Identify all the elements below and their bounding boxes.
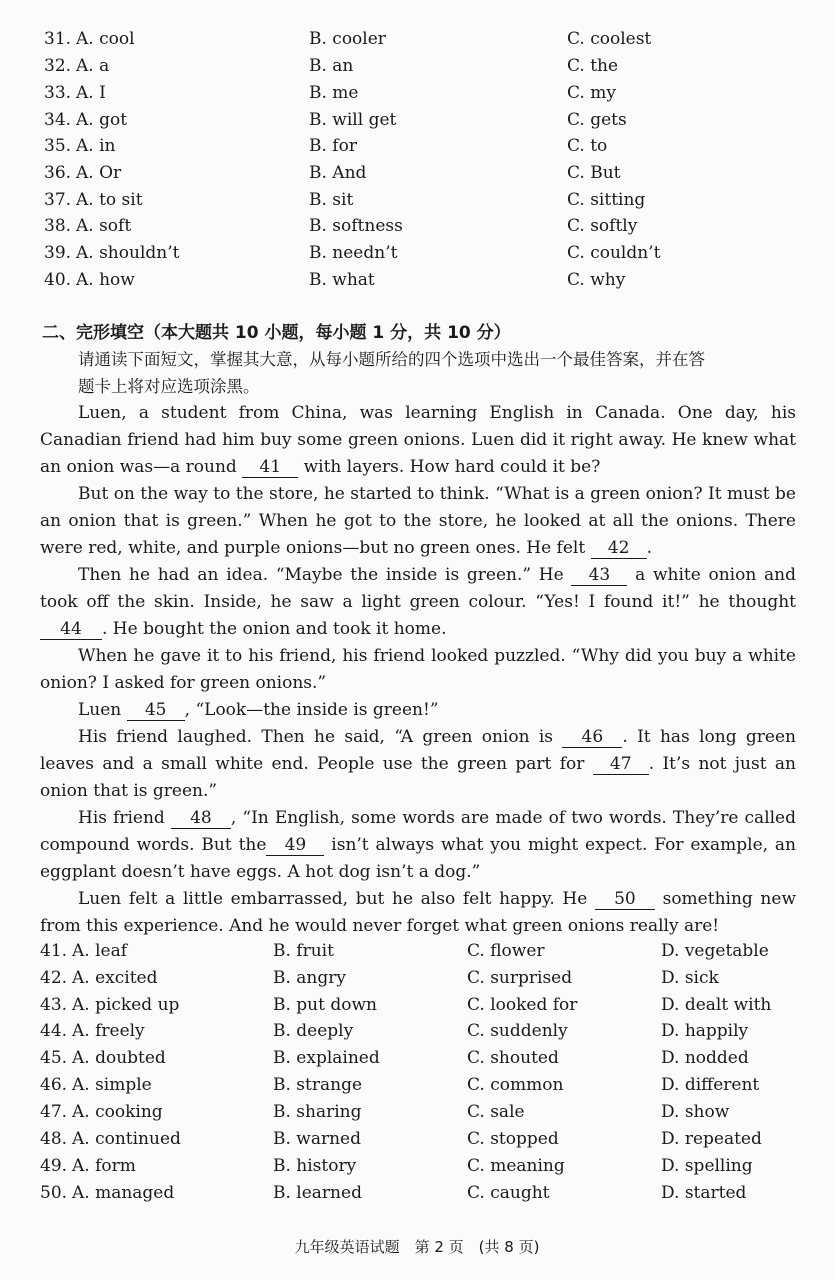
question-row bbox=[0, 29, 834, 56]
option-b: B. And bbox=[309, 163, 367, 183]
question-number: 36. bbox=[44, 163, 72, 183]
option-b: B. what bbox=[309, 270, 375, 290]
option-c: C. caught bbox=[467, 1183, 550, 1203]
passage-paragraph: When he gave it to his friend, his friend looked puzzled. “Why did you buy a white onion? I asked for green onions.” bbox=[40, 646, 796, 693]
question-row bbox=[0, 1129, 834, 1156]
blank-44: 44 bbox=[40, 619, 102, 640]
option-a: A. how bbox=[76, 270, 135, 290]
option-c: C. to bbox=[567, 136, 608, 156]
question-row bbox=[0, 190, 834, 217]
option-c: C. sitting bbox=[567, 190, 646, 210]
passage-paragraph: Luen felt a little embarrassed, but he also felt happy. He 50 something new from this experience. And he would never forget what green onions really are! bbox=[40, 889, 796, 936]
question-number: 32. bbox=[44, 56, 72, 76]
option-a: A. managed bbox=[72, 1183, 175, 1203]
question-number: 47. bbox=[40, 1102, 68, 1122]
question-number: 49. bbox=[40, 1156, 68, 1176]
option-c: C. my bbox=[567, 83, 616, 103]
question-number: 50. bbox=[40, 1183, 68, 1203]
option-b: B. learned bbox=[273, 1183, 362, 1203]
option-d: D. different bbox=[661, 1075, 760, 1095]
question-row bbox=[0, 243, 834, 270]
option-b: B. fruit bbox=[273, 941, 334, 961]
option-a: A. shouldn’t bbox=[76, 243, 180, 263]
question-number: 43. bbox=[40, 995, 68, 1015]
option-a: A. to sit bbox=[76, 190, 143, 210]
section-heading: 二、完形填空（本大题共 10 小题，每小题 1 分，共 10 分） bbox=[42, 323, 511, 343]
option-d: D. sick bbox=[661, 968, 719, 988]
option-c: C. surprised bbox=[467, 968, 573, 988]
question-row bbox=[0, 110, 834, 137]
question-number: 39. bbox=[44, 243, 72, 263]
option-d: D. repeated bbox=[661, 1129, 762, 1149]
question-row bbox=[0, 968, 834, 995]
option-a: A. leaf bbox=[72, 941, 128, 961]
option-b: B. sharing bbox=[273, 1102, 362, 1122]
question-number: 37. bbox=[44, 190, 72, 210]
option-d: D. vegetable bbox=[661, 941, 769, 961]
option-d: D. started bbox=[661, 1183, 747, 1203]
blank-45: 45 bbox=[127, 700, 185, 721]
question-row bbox=[0, 216, 834, 243]
option-b: B. will get bbox=[309, 110, 397, 130]
option-b: B. for bbox=[309, 136, 357, 156]
option-d: D. dealt with bbox=[661, 995, 772, 1015]
option-a: A. soft bbox=[76, 216, 132, 236]
question-row bbox=[0, 136, 834, 163]
option-c: C. gets bbox=[567, 110, 627, 130]
option-a: A. simple bbox=[72, 1075, 152, 1095]
option-b: B. warned bbox=[273, 1129, 362, 1149]
question-row bbox=[0, 163, 834, 190]
option-b: B. me bbox=[309, 83, 359, 103]
question-row bbox=[0, 941, 834, 968]
option-b: B. angry bbox=[273, 968, 346, 988]
option-b: B. sit bbox=[309, 190, 354, 210]
blank-48: 48 bbox=[171, 808, 231, 829]
option-b: B. cooler bbox=[309, 29, 386, 49]
option-a: A. a bbox=[76, 56, 110, 76]
passage-paragraph: But on the way to the store, he started to think. “What is a green onion? It must be an onion that is green.” When he got to the store, he looked at all the onions. There were red, white, and purple onions—but no green ones. He felt 42 . bbox=[40, 484, 796, 558]
question-row bbox=[0, 56, 834, 83]
option-b: B. deeply bbox=[273, 1021, 354, 1041]
question-number: 41. bbox=[40, 941, 68, 961]
option-a: A. Or bbox=[76, 163, 122, 183]
question-row bbox=[0, 995, 834, 1022]
question-number: 33. bbox=[44, 83, 72, 103]
question-row bbox=[0, 1102, 834, 1129]
question-number: 31. bbox=[44, 29, 72, 49]
question-row bbox=[0, 270, 834, 297]
question-row bbox=[0, 1048, 834, 1075]
question-number: 44. bbox=[40, 1021, 68, 1041]
option-c: C. stopped bbox=[467, 1129, 559, 1149]
question-number: 35. bbox=[44, 136, 72, 156]
option-b: B. explained bbox=[273, 1048, 380, 1068]
passage-paragraph: Luen 45 , “Look—the inside is green!” bbox=[78, 700, 439, 720]
option-a: A. I bbox=[76, 83, 106, 103]
passage-paragraph: Then he had an idea. “Maybe the inside is green.” He 43 a white onion and took off the skin. Inside, he saw a light green colour. “Yes! I found it!” he thought 44 . He bought the onion and took it home. bbox=[40, 565, 796, 639]
option-c: C. shouted bbox=[467, 1048, 559, 1068]
option-a: A. cool bbox=[76, 29, 135, 49]
option-b: B. history bbox=[273, 1156, 357, 1176]
cloze-passage bbox=[40, 400, 796, 940]
option-d: D. nodded bbox=[661, 1048, 749, 1068]
blank-41: 41 bbox=[242, 457, 298, 478]
option-c: C. flower bbox=[467, 941, 545, 961]
instruction-line: 题卡上将对应选项涂黑。 bbox=[78, 377, 260, 396]
option-c: C. meaning bbox=[467, 1156, 565, 1176]
question-row bbox=[0, 1156, 834, 1183]
passage-paragraph: His friend 48 , “In English, some words are made of two words. They’re called compound words. But the 49 isn’t always what you might expect. For example, an eggplant doesn’t have eggs. A hot dog isn’t a dog.” bbox=[40, 808, 797, 882]
option-d: D. happily bbox=[661, 1021, 749, 1041]
option-a: A. freely bbox=[72, 1021, 145, 1041]
question-number: 42. bbox=[40, 968, 68, 988]
question-row bbox=[0, 1021, 834, 1048]
blank-46: 46 bbox=[562, 727, 622, 748]
option-c: C. looked for bbox=[467, 995, 578, 1015]
option-a: A. doubted bbox=[72, 1048, 166, 1068]
option-d: D. show bbox=[661, 1102, 730, 1122]
option-c: C. suddenly bbox=[467, 1021, 568, 1041]
blank-47: 47 bbox=[593, 754, 649, 775]
option-a: A. got bbox=[76, 110, 128, 130]
question-number: 45. bbox=[40, 1048, 68, 1068]
page-footer: 九年级英语试题 第 2 页 (共 8 页) bbox=[294, 1238, 540, 1256]
question-row bbox=[0, 1075, 834, 1102]
blank-43: 43 bbox=[571, 565, 627, 586]
question-number: 34. bbox=[44, 110, 72, 130]
passage-paragraph: Luen, a student from China, was learning English in Canada. One day, his Canadian friend had him buy some green onions. Luen did it right away. He knew what an onion was—a round 41 with layers. How hard could it be? bbox=[40, 403, 796, 477]
question-number: 46. bbox=[40, 1075, 68, 1095]
option-c: C. couldn’t bbox=[567, 243, 661, 263]
option-a: A. cooking bbox=[72, 1102, 163, 1122]
option-c: C. common bbox=[467, 1075, 564, 1095]
option-c: C. why bbox=[567, 270, 626, 290]
blank-42: 42 bbox=[591, 538, 647, 559]
question-number: 38. bbox=[44, 216, 72, 236]
question-row bbox=[0, 83, 834, 110]
question-number: 40. bbox=[44, 270, 72, 290]
option-c: C. sale bbox=[467, 1102, 525, 1122]
blank-49: 49 bbox=[266, 835, 324, 856]
passage-paragraph: His friend laughed. Then he said, “A green onion is 46 . It has long green leaves and a small white end. People use the green part for 47 . It’s not just an onion that is green.” bbox=[40, 727, 796, 801]
blank-50: 50 bbox=[595, 889, 655, 910]
option-c: C. But bbox=[567, 163, 621, 183]
option-c: C. the bbox=[567, 56, 619, 76]
question-row bbox=[0, 1183, 834, 1210]
option-b: B. strange bbox=[273, 1075, 363, 1095]
option-d: D. spelling bbox=[661, 1156, 753, 1176]
option-a: A. form bbox=[72, 1156, 136, 1176]
option-b: B. softness bbox=[309, 216, 403, 236]
question-number: 48. bbox=[40, 1129, 68, 1149]
option-a: A. continued bbox=[72, 1129, 181, 1149]
option-c: C. coolest bbox=[567, 29, 652, 49]
option-b: B. an bbox=[309, 56, 354, 76]
option-a: A. excited bbox=[72, 968, 158, 988]
option-b: B. needn’t bbox=[309, 243, 398, 263]
option-c: C. softly bbox=[567, 216, 638, 236]
instruction-line: 请通读下面短文，掌握其大意，从每小题所给的四个选项中选出一个最佳答案，并在答 bbox=[78, 350, 705, 369]
option-a: A. picked up bbox=[72, 995, 180, 1015]
option-b: B. put down bbox=[273, 995, 377, 1015]
option-a: A. in bbox=[76, 136, 116, 156]
